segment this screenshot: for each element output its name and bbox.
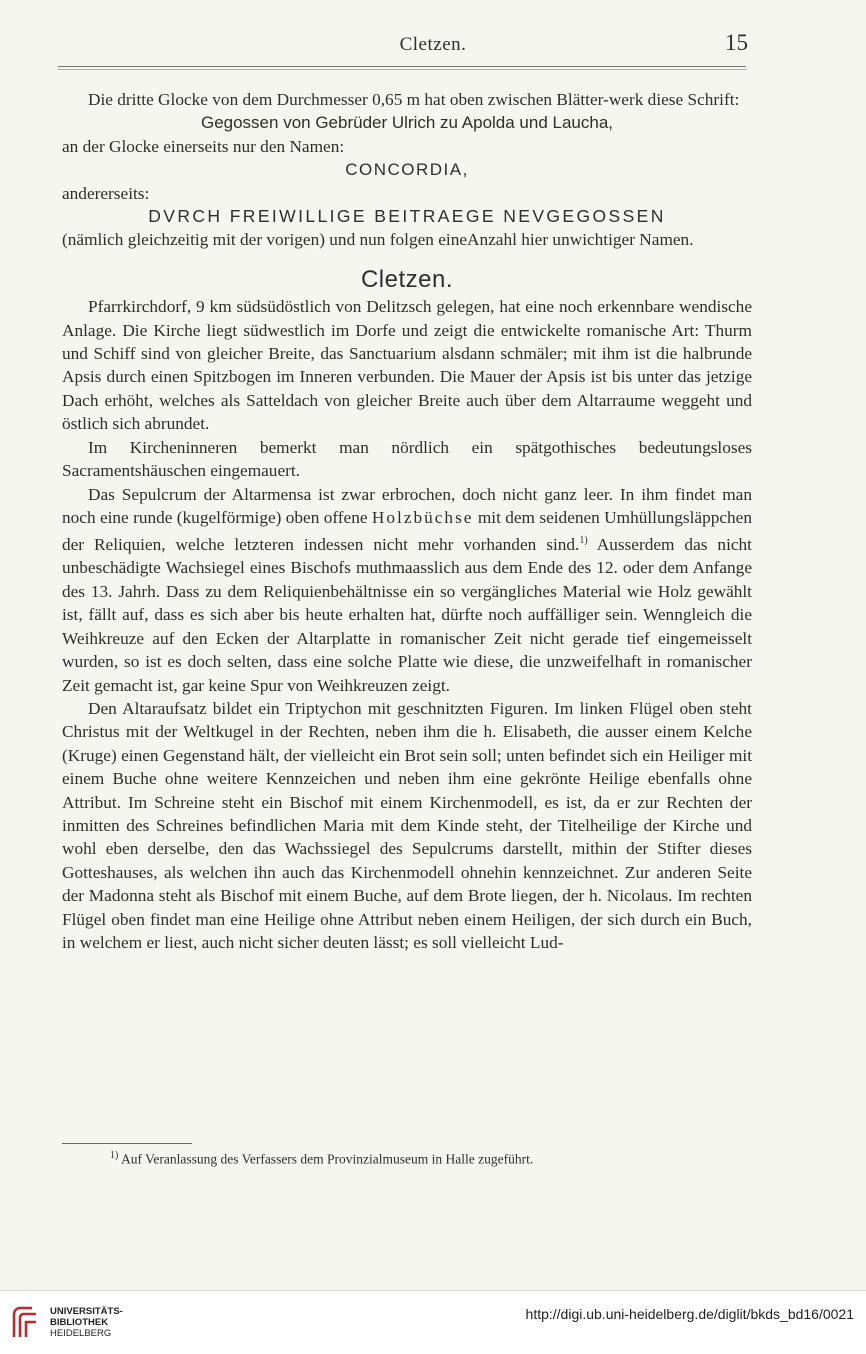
- library-logo-icon[interactable]: [10, 1305, 40, 1339]
- footnote-marker: 1): [110, 1150, 119, 1161]
- running-title: Cletzen.: [399, 34, 467, 55]
- library-name: [50, 1306, 123, 1339]
- footnote-reference: 1): [579, 535, 588, 547]
- section-heading: Cletzen.: [360, 265, 454, 293]
- bell-inscription: DVRCH FREIWILLIGE BEITRAEGE NEVGEGOSSEN: [148, 206, 666, 227]
- page-number: 15: [725, 30, 748, 55]
- page-header: [0, 30, 866, 64]
- body-text: [62, 88, 752, 954]
- intro-line: (nämlich gleichzeitig mit der vorigen) und nun folgen eineAnzahl hier unwichtiger Namen.: [62, 230, 694, 250]
- paragraph: Den Altaraufsatz bildet ein Triptychon mit geschnitzten Figuren. Im linken Flügel oben steht Christus mit der Weltkugel in der Rechten, neben ihm die h. Elisabeth, die ausser einem Kelche (Kruge) einen Gegenstand hält, der vielleicht ein Brot sein soll; unten befindet sich ein Heiliger mit einem Buche ohne weitere Kennzeichen und neben ihm eine gekrönte Heilige ebenfalls ohne Attribut. Im Schreine steht ein Bischof mit einem Kirchenmodell, es ist, da er zur Rechten der inmitten des Schreines befindlichen Maria mit dem Kinde steht, der Titelheilige der Kirche und wohl eben derselbe, den das Wachssiegel des Sepulcrums darstellt, mithin der Stifter dieses Gotteshauses, als welchen ihn auch das Kirchenmodell ohnehin kennzeichnet. Zur anderen Seite der Madonna steht als Bischof mit einem Buche, auf dem Brote liegen, der h. Nicolaus. Im rechten Flügel oben findet man eine Heilige ohne Attribut neben einem Heiligen, der sich durch ein Buch, in welchem er liest, auch nicht sicher deuten lässt; es soll vielleicht Lud-: [62, 698, 752, 952]
- footnote: [110, 1150, 533, 1168]
- paragraph: [62, 483, 752, 697]
- footnote-rule: [62, 1143, 192, 1144]
- bell-inscription: Gegossen von Gebrüder Ulrich zu Apolda und Laucha,: [200, 113, 614, 133]
- paragraph: Pfarrkirchdorf, 9 km südsüdöstlich von Delitzsch gelegen, hat eine noch erkennbare wendische Anlage. Die Kirche liegt südwestlich im Dorfe und zeigt die entwickelte romanische Art: Thurm und Schiff sind von gleicher Breite, das Sanctuarium alsdann schmäler; mit ihm ist die halbrunde Apsis durch einen Spitzbogen im Inneren verbunden. Die Mauer der Apsis ist bis unter das jetzige Dach erhöht, welches als Satteldach von gleicher Breite auch über dem Altarraume weggeht und östlich sich abrundet.: [62, 297, 752, 434]
- emphasized-term: Holzbüchse: [371, 507, 474, 527]
- bell-inscription: CONCORDIA,: [345, 160, 469, 180]
- library-name-line: BIBLIOTHEK: [50, 1317, 109, 1328]
- intro-line: Die dritte Glocke von dem Durchmesser 0,65 m hat oben zwischen Blätter-werk diese Schrift:: [88, 90, 740, 109]
- viewer-footer: [0, 1290, 866, 1354]
- intro-line: andererseits:: [62, 183, 150, 203]
- library-name-line: UNIVERSITÄTS-: [50, 1306, 123, 1317]
- library-name-line: HEIDELBERG: [50, 1328, 112, 1339]
- paragraph-text: mit dem seidenen Umhüllungsläppchen der Reliquien, welche letzteren indessen nicht mehr vorhanden sind.: [62, 507, 752, 555]
- header-rule: [58, 66, 746, 67]
- header-rule-secondary: [58, 69, 746, 70]
- permalink-url[interactable]: http://digi.ub.uni-heidelberg.de/diglit/bkds_bd16/0021: [525, 1306, 854, 1322]
- intro-line: an der Glocke einerseits nur den Namen:: [62, 136, 345, 156]
- paragraph: Im Kircheninneren bemerkt man nördlich ein spätgothisches bedeutungsloses Sacramentshäuschen eingemauert.: [62, 437, 752, 481]
- paragraph-text: Ausserdem das nicht unbeschädigte Wachsiegel eines Bischofs muthmaasslich aus dem Ende des 12. oder dem Anfange des 13. Jahrh. Dass zu dem Reliquienbehältnisse ein so vergängliches Material wie Holz gewählt ist, fällt auf, dass es sich aber bis heute erhalten hat, dürfte noch auffälliger sein. Wenngleich die Weihkreuze auf den Ecken der Altarplatte in romanischer Zeit nicht gerade tief eingemeisselt wurden, so ist es doch selten, dass eine solche Platte wie diese, die unzweifelhaft in romanischer Zeit gemacht ist, gar keine Spur von Weihkreuzen zeigt.: [62, 535, 752, 695]
- paragraph-text: Das Sepulcrum der Altarmensa ist zwar erbrochen, doch nicht ganz leer. In ihm findet man noch eine runde (kugelförmige) oben offene: [62, 484, 752, 527]
- footnote-text: Auf Veranlassung des Verfassers dem Provinzialmuseum in Halle zugeführt.: [118, 1151, 534, 1167]
